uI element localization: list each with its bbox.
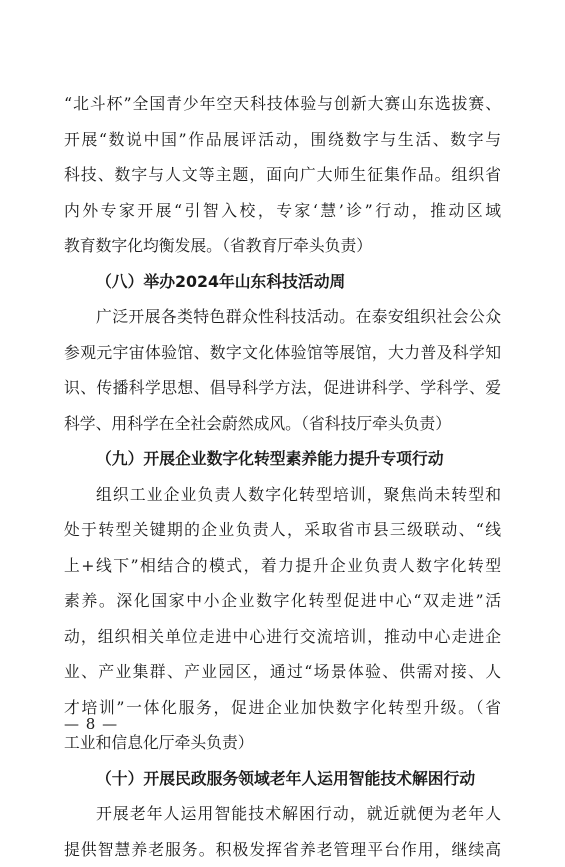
document-body [64, 86, 501, 867]
paragraph-line: “北斗杯”全国青少年空天科技体验与创新大赛山东选拔赛、 [64, 86, 501, 122]
paragraph-line: 参观元宇宙体验馆、数字文化体验馆等展馆，大力普及科学知 [64, 335, 501, 371]
paragraph-line: 广泛开展各类特色群众性科技活动。在泰安组织社会公众 [64, 299, 501, 335]
paragraph-line: 教育数字化均衡发展。（省教育厅牵头负责） [64, 228, 501, 264]
section-heading: （八）举办2024年山东科技活动周 [64, 264, 501, 300]
section-heading: （十）开展民政服务领域老年人运用智能技术解困行动 [64, 761, 501, 797]
paragraph-line: 素养。深化国家中小企业数字化转型促进中心“双走进”活 [64, 583, 501, 619]
paragraph-line: 业、产业集群、产业园区，通过“场景体验、供需对接、人 [64, 654, 501, 690]
section-heading: （九）开展企业数字化转型素养能力提升专项行动 [64, 441, 501, 477]
paragraph-line: 组织工业企业负责人数字化转型培训，聚焦尚未转型和 [64, 477, 501, 513]
paragraph-line: 上+线下”相结合的模式，着力提升企业负责人数字化转型 [64, 548, 501, 584]
paragraph-line: 工业和信息化厅牵头负责） [64, 725, 501, 761]
paragraph-line: 开展“数说中国”作品展评活动，围绕数字与生活、数字与 [64, 122, 501, 158]
paragraph-line: 处于转型关键期的企业负责人，采取省市县三级联动、“线 [64, 512, 501, 548]
paragraph-line: 内外专家开展“引智入校，专家‘慧’诊”行动，推动区域 [64, 193, 501, 229]
paragraph-line: 识、传播科学思想、倡导科学方法，促进讲科学、学科学、爱 [64, 370, 501, 406]
paragraph-line: 开展老年人运用智能技术解困行动，就近就便为老年人 [64, 796, 501, 832]
page-number: — 8 — [64, 715, 118, 733]
paragraph-line: 科技、数字与人文等主题，面向广大师生征集作品。组织省 [64, 157, 501, 193]
paragraph-line: 提供智慧养老服务。积极发挥省养老管理平台作用，继续高 [64, 832, 501, 867]
paragraph-line: 科学、用科学在全社会蔚然成风。（省科技厅牵头负责） [64, 406, 501, 442]
paragraph-line: 动，组织相关单位走进中心进行交流培训，推动中心走进企 [64, 619, 501, 655]
paragraph-line: 才培训”一体化服务，促进企业加快数字化转型升级。（省 [64, 690, 501, 726]
